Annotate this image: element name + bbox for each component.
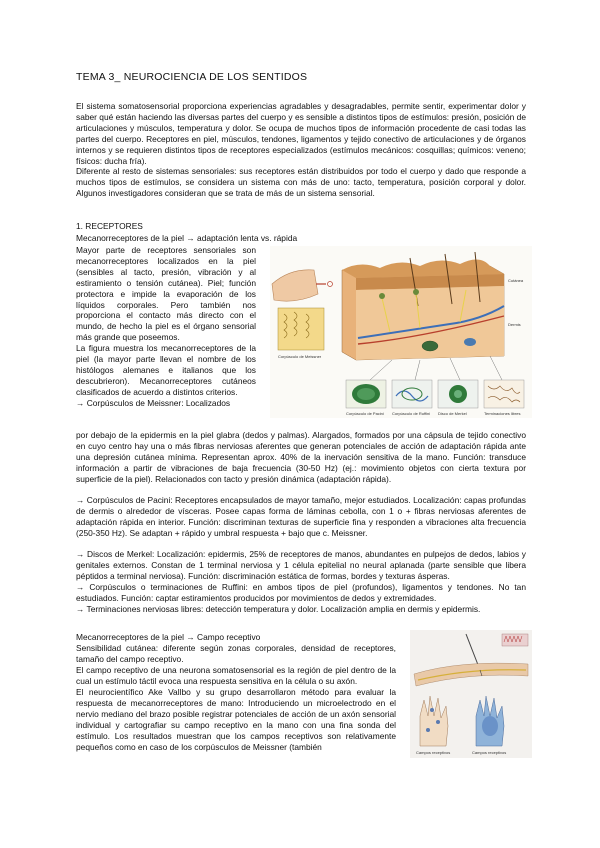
subheading-adaptacion: Mecanorreceptores de la piel → adaptación lenta vs. rápida [76, 233, 298, 243]
receptive-field-figure [410, 630, 532, 758]
ruffini-paragraph: → Corpúsculos o terminaciones de Ruffini: en ambos tipos de piel (profundos), ligamentos y tendones. No tan estudiados. Función: captar estiramientos producidos por movimientos de dedos y extremidades. [76, 582, 526, 603]
label-campos-2: Campos receptivos [472, 750, 507, 755]
label-libres: Terminaciones libres [484, 411, 521, 416]
intro-paragraph-2: Diferente al resto de sistemas sensoriales: sus receptores están distribuidos por todo el cuerpo y dado que responde a muchos tipos de estímulos, se considera un sistema con más de uno: tacto, temperatura, posición corporal y dolor. Algunos investigadores consideran que se trata de más de un sistema sensorial. [76, 166, 526, 198]
meissner-paragraph: por debajo de la epidermis en la piel glabra (dedos y palmas). Alargados, formados por una cápsula de tejido conectivo en cuyo centro hay una o más fibras nerviosas aferentes que generan potenciales de acción de adaptación rápida ante una depresión cutánea mínima. Representan aprox. 40% de la inervación sensitiva de la mano. Función: transduce información a partir de vibraciones de baja frecuencia (30-50 Hz) (ej.: movimiento objetos con cierta textura por superficie de la piel). Relacionados con tacto y presión dinámica (adaptación rápida). [76, 430, 526, 484]
label-dermis: Dermis [508, 322, 521, 327]
pacini-paragraph: → Corpúsculos de Pacini: Receptores encapsulados de mayor tamaño, mejor estudiados. Localización: capas profundas de dermis o alrededor de vísceras. Posee capas forma de láminas cebolla, con 1 o + fibras nerviosas aferentes de adaptación rápida en interior. Función: discriminan texturas de superficie fina y responden a vibraciones alta frecuencia (250-350 Hz). Se adaptan + rápido y umbral respuesta + bajo que c. Meissner. [76, 495, 526, 538]
receptors-narrow-text: Mayor parte de receptores sensoriales son mecanorreceptores localizados en la piel (sensibles al tacto, presión, vibración y al estiramiento o tensión cutánea). Piel; función protectora e impide la evaporación de los líquidos corporales. Pero también nos proporciona el contacto más directo con el mundo, de hecho la piel es el órgano sensorial más grande que poseemos. La figura muestra los mecanorreceptores de la piel (la mayor parte llevan el nombre de los histólogos alemanes e italianos que los descubrieron). Mecanorreceptores cutáneos clasificados de acuerdo a distintos criterios. → Corpúsculos de Meissner: Localizados [76, 245, 256, 408]
campo-paragraph-2: El campo receptivo de una neurona somatosensorial es la región de piel dentro de la cual un estímulo táctil evoca una respuesta sensitiva en la célula o su axón. [76, 665, 396, 686]
campo-paragraph-1: Sensibilidad cutánea: diferente según zonas corporales, densidad de receptores, tamaño del campo receptivo. [76, 643, 396, 664]
skin-receptors-figure [270, 246, 532, 418]
label-cutanea: Cutánea [508, 278, 524, 283]
libres-paragraph: → Terminaciones nerviosas libres: detección temperatura y dolor. Localización amplia en dermis y epidermis. [76, 604, 481, 614]
campo-paragraph-3: El neurocientífico Ake Vallbo y su grupo desarrollaron método para evaluar la respuesta de mecanorreceptores de mano: Introduciendo un microelectrodo en el nervio mediano del brazo posible registrar potenciales de acción de un axón sensorial individual y cartografiar su campo receptivo en la mano con una fina sonda del estímulo. Los resultados muestran que los campos receptivos son relativamente pequeños como en caso de los corpúsculos de Meissner (también [76, 687, 396, 752]
label-pacini: Corpúsculo de Pacini [346, 411, 384, 416]
label-ruffini: Corpúsculo de Ruffini [392, 411, 431, 416]
subheading-campo-receptivo: Mecanorreceptores de la piel → Campo receptivo [76, 632, 261, 642]
intro-paragraph-1: El sistema somatosensorial proporciona experiencias agradables y desagradables, permite sentir, experimentar dolor y saber qué están haciendo las diversas partes del cuerpo y es sensible a distintos tipos de estímulos: presión, posición de articulaciones y músculos, temperatura y dolor. Se ocupa de muchos tipos de información procedente de casi todas las partes del cuerpo. Receptores en piel, músculos, tendones, ligamentos y tejido conectivo de articulaciones y de órganos internos y se requieren distintos tipos de receptores especializados (estímulos mecánicos: cosquillas; químicos: veneno; físicos: ducha fría). [76, 101, 526, 166]
page-title: TEMA 3_ NEUROCIENCIA DE LOS SENTIDOS [76, 71, 308, 83]
label-merkel: Disco de Merkel [438, 411, 467, 416]
label-campos-1: Campos receptivos [416, 750, 451, 755]
merkel-paragraph: → Discos de Merkel: Localización: epidermis, 25% de receptores de manos, abundantes en pulpejos de dedos, labios y genitales externos. Constan de 1 terminal nerviosa y 1 célula epitelial no neural aplanada (parte sensible que libera péptidos a terminal nerviosa). Función: discriminación estática de formas, bordes y texturas ásperas. [76, 549, 526, 581]
label-corpusculo: Corpúsculo de Meissner [278, 354, 322, 359]
section-heading: 1. RECEPTORES [76, 221, 143, 231]
